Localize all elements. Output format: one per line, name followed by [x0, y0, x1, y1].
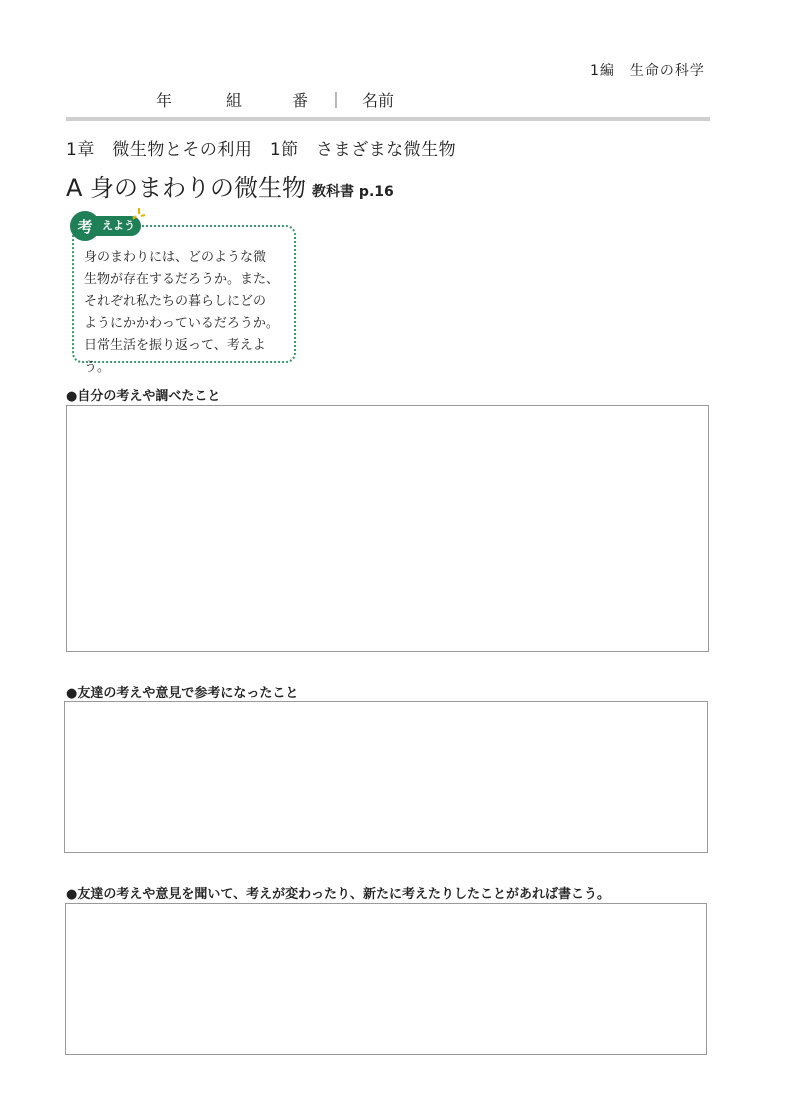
page-title	[66, 168, 394, 203]
number-label: 番	[292, 91, 309, 110]
section-label-changed-ideas: ●友達の考えや意見を聞いて、考えが変わったり、新たに考えたりしたことがあれば書こう。	[66, 887, 610, 902]
answer-box-changed-ideas[interactable]	[65, 903, 707, 1055]
section-label-own-ideas: ●自分の考えや調べたこと	[66, 389, 221, 404]
edition-label: 1編 生命の科学	[590, 63, 705, 79]
textbook-reference: 教科書 p.16	[312, 184, 394, 200]
think-line: 身のまわりには、どのような微	[84, 250, 267, 265]
answer-box-friends-ideas[interactable]	[64, 701, 708, 853]
header-divider	[66, 117, 710, 121]
year-label: 年	[156, 91, 173, 110]
think-line: ようにかかわっているだろうか。	[84, 316, 279, 331]
think-line: 生物が存在するだろうか。また、	[84, 272, 280, 287]
chapter-heading: 1章 微生物とその利用 1節 さまざまな微生物	[66, 140, 457, 160]
separator: ｜	[328, 91, 345, 110]
name-row	[66, 88, 710, 112]
sparkle-icon	[132, 207, 146, 221]
answer-box-own-ideas[interactable]	[66, 405, 709, 652]
class-label: 組	[226, 91, 243, 110]
think-badge-rest: えよう	[92, 216, 141, 236]
think-line: それぞれ私たちの暮らしにどの	[84, 294, 267, 309]
think-box	[72, 225, 296, 375]
section-label-friends-ideas: ●友達の考えや意見で参考になったこと	[66, 686, 299, 701]
title-text: A 身のまわりの微生物	[66, 174, 307, 202]
think-line: 日常生活を振り返って、考えよう。	[84, 338, 266, 375]
think-badge-main: 考	[70, 211, 100, 241]
name-label: 名前	[362, 91, 395, 110]
